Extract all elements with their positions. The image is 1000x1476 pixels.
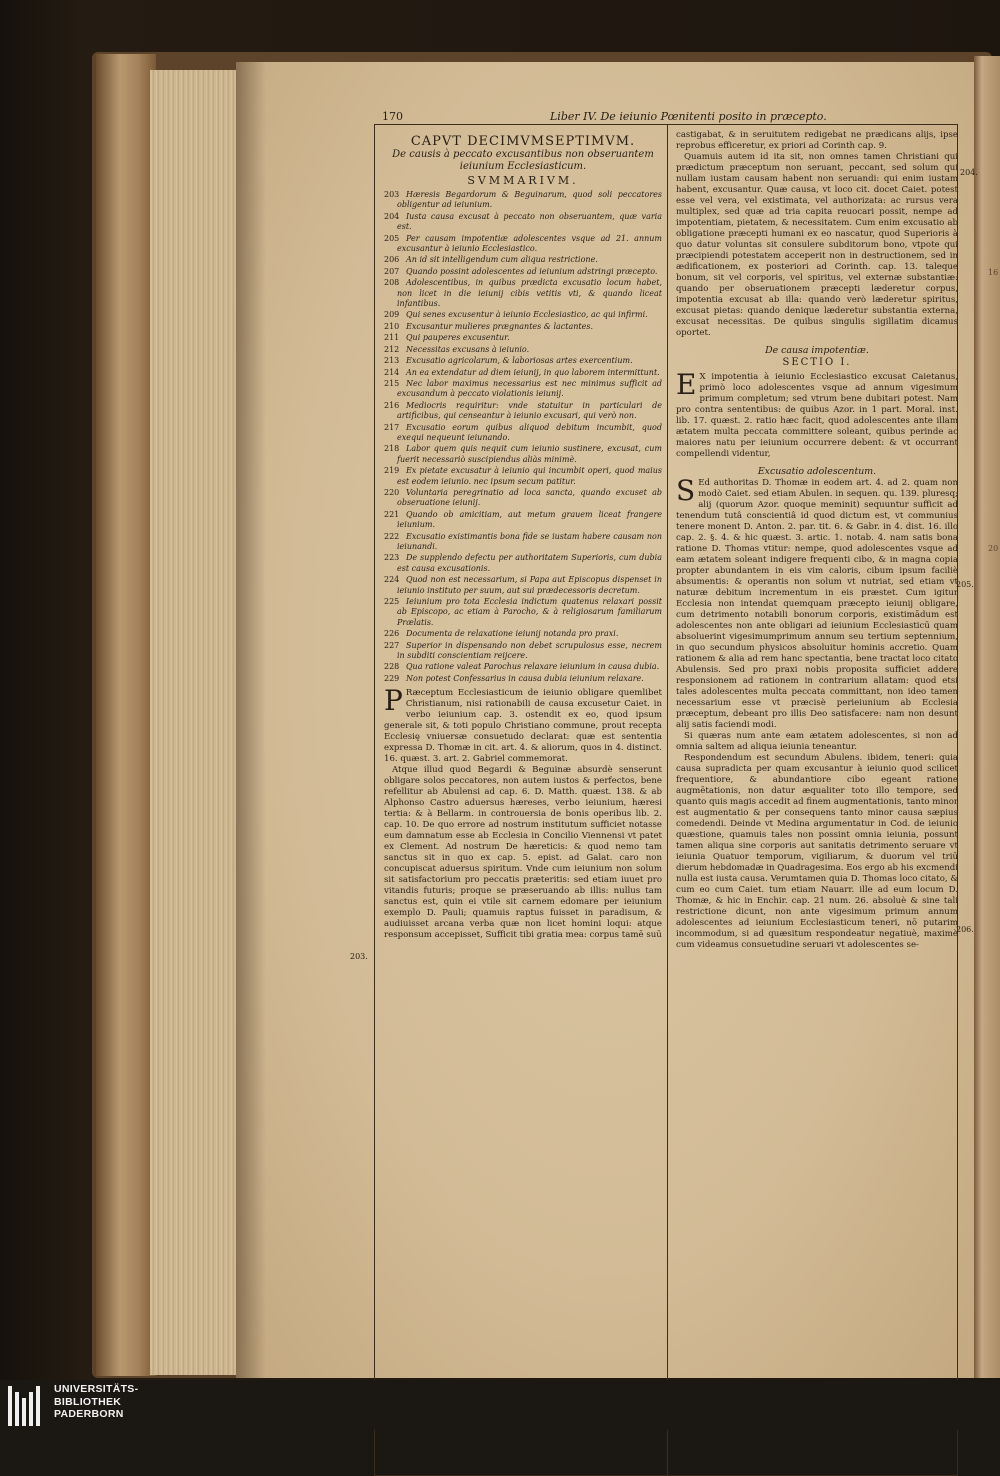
margin-number: 206.: [956, 925, 974, 934]
summary-item: [384, 641, 662, 662]
summary-number: 221: [384, 509, 400, 519]
summary-item: [384, 629, 662, 639]
summary-text: Documenta de relaxatione ieiunij notanda pro praxi.: [406, 629, 619, 639]
running-head: [382, 110, 972, 124]
summary-number: 212: [384, 344, 400, 354]
summary-text: Quando ob amicitiam, aut metum grauem liceat frangere ieiunium.: [397, 509, 662, 530]
library-name: UNIVERSITÄTS- BIBLIOTHEK PADERBORN: [54, 1383, 139, 1420]
summary-item: [384, 532, 662, 553]
summary-text: Quando possint adolescentes ad ieiunium adstringi præcepto.: [406, 266, 658, 276]
summary-item: [384, 190, 662, 211]
paragraph: S Ed authoritas D. Thomæ in eodem art. 4. ad 2. quam non modò Caiet. sed etiam Abulen. in sequen. qu. 139. pluresq; alij (quorum Azor. quoque meminit) sequuntur sufficit ad tenendum tutâ conscientiâ id quod dictum est, vt communius tenere monent D. Anton. 2. par. tit. 6. & Gabr. in 4. dist. 16. illo cap. 2. §. 4. & hic quæst. 3. artic. 1. notab. 4. nam satis bona ratione D. Thomas vtitur: nempe, quod adolescentes vsque ad eam ætatem soleant indigere frequenti cibo, & in magna copia propter abundantem in eis vim caloris, cibum ipsum faciliè absumentis: & operantis non solum vt nutriat, sed etiam vt naturæ debitum incrementum in eis præstet. Cum igitur Ecclesia non intendat quemquam præcepto ieiunij obligare, cum detrimento notabili bonorum corporis, existimādum est adolescentes non ante obligari ad ieiunium Ecclesiasticū quam absoluerint vigesimumprimum annum seu tertium septennium, in quo secundum physicos absoluitur hominis accretio. Quam rationem & alia ad rem hanc spectantia, bene tractat loco citato Abulensis. Sed pro praxi nobis proposita sufficiet addere responsionem ad rationem in contrarium allatam: quod etsi tales adolescentes multa peccata committant, non ideo tamen necessarium esse vt præcisè perieiunium ab Ecclesia præceptum, debeant pro illis Deo satisfacere: nam non desunt alij satis faciendi modi.: [676, 474, 958, 730]
summary-text: Ieiunium pro tota Ecclesia indictum quatenus relaxari possit ab Episcopo, ac etiam à Parocho, & à religiosarum familiarum Prælatis.: [397, 597, 662, 627]
chapter-title: CAPVT DECIMVMSEPTIMVM.: [410, 134, 636, 149]
summary-text: Qua ratione valeat Parochus relaxare ieiunium in causa dubia.: [406, 662, 660, 672]
column-rule: [667, 124, 668, 1476]
summary-list: [384, 190, 662, 684]
left-column: [384, 136, 662, 1472]
summary-item: [384, 444, 662, 465]
summary-text: An id sit intelligendum cum aliqua restrictione.: [406, 255, 598, 265]
right-column: [676, 130, 958, 1474]
summary-number: 207: [384, 266, 400, 276]
summary-number: 209: [384, 310, 400, 320]
summary-item: [384, 510, 662, 531]
page-gutter-shadow: [236, 62, 266, 1378]
summary-item: [384, 488, 662, 509]
summary-number: 223: [384, 553, 400, 563]
paragraph: castigabat, & in seruitutem redigebat ne prædicans alijs, ipse reprobus efficeretur, ex priori ad Corinth cap. 9.: [676, 130, 958, 151]
summary-item: [384, 345, 662, 355]
summary-number: 222: [384, 531, 400, 541]
summary-number: 224: [384, 575, 400, 585]
summary-number: 208: [384, 278, 400, 288]
summary-heading: SVMMARIVM.: [467, 174, 579, 187]
chapter-subtitle: De causis à peccato excusantibus non obseruantem ieiunium Ecclesiasticum.: [392, 149, 654, 172]
summary-item: [384, 662, 662, 672]
summary-text: Iusta causa excusat à peccato non obseruantem, quæ varia est.: [397, 211, 662, 232]
summary-number: 225: [384, 597, 400, 607]
summary-item: [384, 255, 662, 265]
summary-item: [384, 310, 662, 320]
summary-item: [384, 278, 662, 309]
summary-text: Superior in dispensando non debet scrupulosus esse, necrem in subditi conscientiam reijcere.: [397, 640, 662, 661]
summary-item: [384, 674, 662, 684]
running-title: Liber IV. De ieiunio Pœnitenti posito in præcepto.: [550, 110, 827, 123]
summary-number: 220: [384, 487, 400, 497]
summary-item: [384, 368, 662, 378]
summary-text: Non potest Confessarius in causa dubia ieiunium relaxare.: [406, 673, 644, 683]
margin-number: 204.: [960, 168, 978, 177]
summary-item: [384, 356, 662, 366]
facing-margin-number: 20: [988, 544, 999, 553]
summary-text: Adolescentibus, in quibus prædicta excusatio locum habet, non licet in die ieiunij cibis vetitis vti, & quando liceat infantibus.: [397, 278, 662, 309]
page-edges: [150, 70, 238, 1375]
summary-item: [384, 267, 662, 277]
section-heading: Excusatio adolescentum.: [757, 466, 877, 477]
summary-item: [384, 466, 662, 487]
summary-text: Qui pauperes excusentur.: [406, 333, 510, 343]
summary-text: Voluntaria peregrinatio ad loca sancta, quando excuset ab obseruatione ieiunij.: [397, 487, 662, 508]
paragraph: Atque illud quod Begardi & Beguinæ absurdè senserunt obligare solos peccatores, non autem iustos & perfectos, bene refellitur ab Abulensi ad cap. 6. D. Matth. quæst. 138. & ab Alphonso Castro aduersus hæreses, verbo ieiunium, hæresi tertia: & à Bellarm. in controuersia de bonis operibus lib. 2. cap. 10. De quo errore ad nostrum institutum sufficiet notasse eum damnatum esse ab Ecclesia in Concilio Viennensi vt patet ex Clement. Ad nostrum De hæreticis: & quod nemo tam sanctus sit in quo ex cap. 5. epist. ad Galat. caro non concupiscat aduersus spiritum. Vnde cum ieiunium non solum sit satisfactorium pro peccatis præteritis: sed etiam iuuet pro vitandis futuris; proque se præseruando ab illis: nullus tam sanctus est, quin ei vtile sit carnem edomare per ieiunium exemplo D. Pauli; quamuis raptus fuisset in paradisum, & audiuisset arcana verba quæ non licet homini loqui: atque responsum accepisset, Sufficit tibi gratia mea: corpus tamē suū: [384, 765, 662, 941]
summary-text: Quod non est necessarium, si Papa aut Episcopus dispenset in ieiunio instituto per suum, aut sui prædecessoris decretum.: [397, 575, 662, 595]
margin-number: 203.: [350, 952, 368, 961]
paragraph: Si quæras num ante eam ætatem adolescentes, si non ad omnia saltem ad aliqua ieiunia teneantur.: [676, 731, 958, 752]
summary-text: Excusantur mulieres prægnantes & lactantes.: [406, 321, 594, 331]
section-heading: De causa impotentiæ.: [765, 345, 869, 356]
summary-item: [384, 401, 662, 422]
summary-text: Labor quem quis nequit cum ieiunio sustinere, excusat, cum fuerit necessariò suscipiendus aliàs minimè.: [397, 444, 662, 464]
summary-number: 228: [384, 662, 400, 672]
summary-item: [384, 553, 662, 574]
page-number: 170: [382, 110, 403, 123]
drop-initial: P: [384, 684, 403, 718]
summary-number: 229: [384, 673, 400, 683]
summary-number: 210: [384, 321, 400, 331]
scan-footer: [0, 1380, 1000, 1430]
facing-page-strip: [974, 56, 1000, 1378]
summary-text: De supplendo defectu per authoritatem Superioris, cum dubia est causa excusationis.: [397, 553, 662, 573]
summary-number: 214: [384, 367, 400, 377]
summary-number: 226: [384, 629, 400, 639]
drop-initial: E: [676, 368, 697, 401]
section-title: SECTIO I.: [782, 357, 852, 368]
summary-text: Qui senes excusentur à ieiunio Ecclesiastico, ac qui infirmi.: [406, 310, 648, 320]
margin-number: 205.: [956, 580, 974, 589]
summary-number: 213: [384, 356, 400, 366]
summary-number: 215: [384, 378, 400, 388]
summary-item: [384, 212, 662, 233]
library-logo-icon: [8, 1386, 48, 1426]
summary-text: Per causam impotentiæ adolescentes vsque ad 21. annum excusantur à ieiunio Ecclesiastico.: [397, 233, 662, 254]
summary-item: [384, 322, 662, 332]
summary-text: Ex pietate excusatur à ieiunio qui incumbit operi, quod maius est eodem ieiunio. nec ipsum secum patitur.: [397, 466, 662, 486]
paragraph: Respondendum est secundum Abulens. ibidem, teneri: quia causa supradicta per quam excusantur à ieiunio quod scilicet frequentiore, & abundantiore cibo egeant ratione augmētationis, non datur æqualiter toto illo tempore, sed quanto quis magis accedit ad finem augmentationis, tanto minor est augmentatio & per consequens tanto minor causa sæpius comedendi. Deinde vt Medina argumentatur in Cod. de ieiunio quæstione, quamuis tales non possint omnia ieiunia, possunt tamen aliqua sine corporis aut sanitatis detrimento seruare vt ieiunia Quatuor temporum, vigiliarum, & duorum vel triū dierum hebdomadæ in Quadragesima. Eos ergo ab his excmendi nulla est iusta causa. Verumtamen quia D. Thomas loco citato, & cum eo cum Caiet. tum etiam Nauarr. ille ad eum locum D. Thomæ, & hic in Enchir. cap. 21 num. 26. absoluè & sine tali restrictione dicunt, non ante vigesimum primum annum adolescentes ad ieiunium Ecclesiasticum teneri, nō putarim incommodum, si ad quæsitum respondeatur negatiuè, maximè cum videamus consuetudine seruari vt adolescentes se-: [676, 753, 959, 950]
summary-text: An ea extendatur ad diem ieiunij, in quo laborem intermittunt.: [406, 367, 660, 377]
summary-number: 219: [384, 466, 400, 476]
drop-initial: S: [676, 474, 696, 507]
summary-item: [384, 575, 662, 596]
summary-text: Mediocris requiritur: vnde statuitur in particulari de artificibus, qui censeantur à ieiunio excusari, qui verò non.: [397, 400, 662, 421]
summary-number: 218: [384, 444, 400, 454]
summary-text: Excusatio eorum quibus aliquod debitum incumbit, quod exequi nequeunt ieiunando.: [397, 422, 662, 442]
paragraph: P Ræceptum Ecclesiasticum de ieiunio obligare quemlibet Christianum, nisi rationabili de causa excusetur Caiet. in verbo ieiunium cap. 3. ostendit ex eo, quod ipsum generale sit, & toti populo Christiano commune, prout recepta Ecclesię vniuersæ consuetudo declarat: quæ est sententia expressa D. Thomæ in cit. art. 4. & aliorum, quos in 4. distinct. 16. quæst. 3. art. 2. Gabriel commemorat.: [384, 684, 662, 765]
summary-number: 227: [384, 640, 400, 650]
summary-number: 206: [384, 255, 400, 265]
summary-item: [384, 333, 662, 343]
summary-item: [384, 379, 662, 400]
facing-margin-number: 16: [988, 268, 999, 277]
summary-number: 216: [384, 400, 400, 410]
summary-text: Hæresis Begardorum & Beguinarum, quod soli peccatores obligentur ad ieiunium.: [397, 190, 662, 210]
summary-number: 211: [384, 333, 400, 343]
summary-item: [384, 423, 662, 444]
summary-text: Nec labor maximus necessarius est nec minimus sufficit ad excusandum à peccato violationis ieiunij.: [397, 378, 662, 399]
book-board-edge: [96, 54, 156, 1376]
summary-text: Excusatio agricolarum, & laboriosas artes exercentium.: [406, 356, 633, 366]
summary-item: [384, 597, 662, 628]
summary-text: Necessitas excusans à ieiunio.: [406, 344, 530, 354]
summary-number: 205: [384, 233, 400, 243]
summary-item: [384, 234, 662, 255]
summary-text: Excusatio existimantis bona fide se iustam habere causam non ieiunandi.: [397, 531, 662, 551]
summary-number: 217: [384, 422, 400, 432]
paragraph: E X impotentia à ieiunio Ecclesiastico excusat Caietanus, primò loco adolescentes vsque ad annum vigesimum primum completum; sed vtrum bene dubitari potest. Nam pro contra sententibus: de quibus Azor. in 1 part. Moral. inst. lib. 17. quæst. 2. ratio hæc facit, quod adolescentes ante illam ætatem multa peccata committere soleant, quibus perinde ac maiores natu per ieiunium occurrere debent: & vt occurrant compellendi videntur,: [676, 368, 958, 459]
paragraph: Quamuis autem id ita sit, non omnes tamen Christiani qui prædictum præceptum non seruant, peccant, sed solum qui nullam iustam causam habent non seruandi: qui enim iustam habent, excusantur. Quæ causa, vt loco cit. docet Caiet. potest esse vel vera, vel existimata, vel authorizata: ac rursus vera multiplex, sed quæ ad tria capita reuocari possit, nempe ad impotentiam, pietatem, & necessitatem. Cum enim excusatio ab obligatione præcepti humani ex eo nascatur, quod Superioris à quo datur voluntas sit consulere subditorum bono, vtpote qui præcipiendi potestatem acceperit non in destructionem, sed in ædificationem, ex posteriori ad Corinth. cap. 13. taleque bonum, sit vel corporis, vel spiritus, vel externæ substantiæ: quando per obseruationem præcepti læderetur corpus, impotentia excusat ab illa: quando verò læderetur spiritus, excusat pietas: quando denique læderetur substantia externa, excusat necessitas. De quibus singulis sigillatim dicamus oportet.: [676, 152, 958, 338]
summary-number: 204: [384, 211, 400, 221]
summary-number: 203: [384, 190, 400, 199]
